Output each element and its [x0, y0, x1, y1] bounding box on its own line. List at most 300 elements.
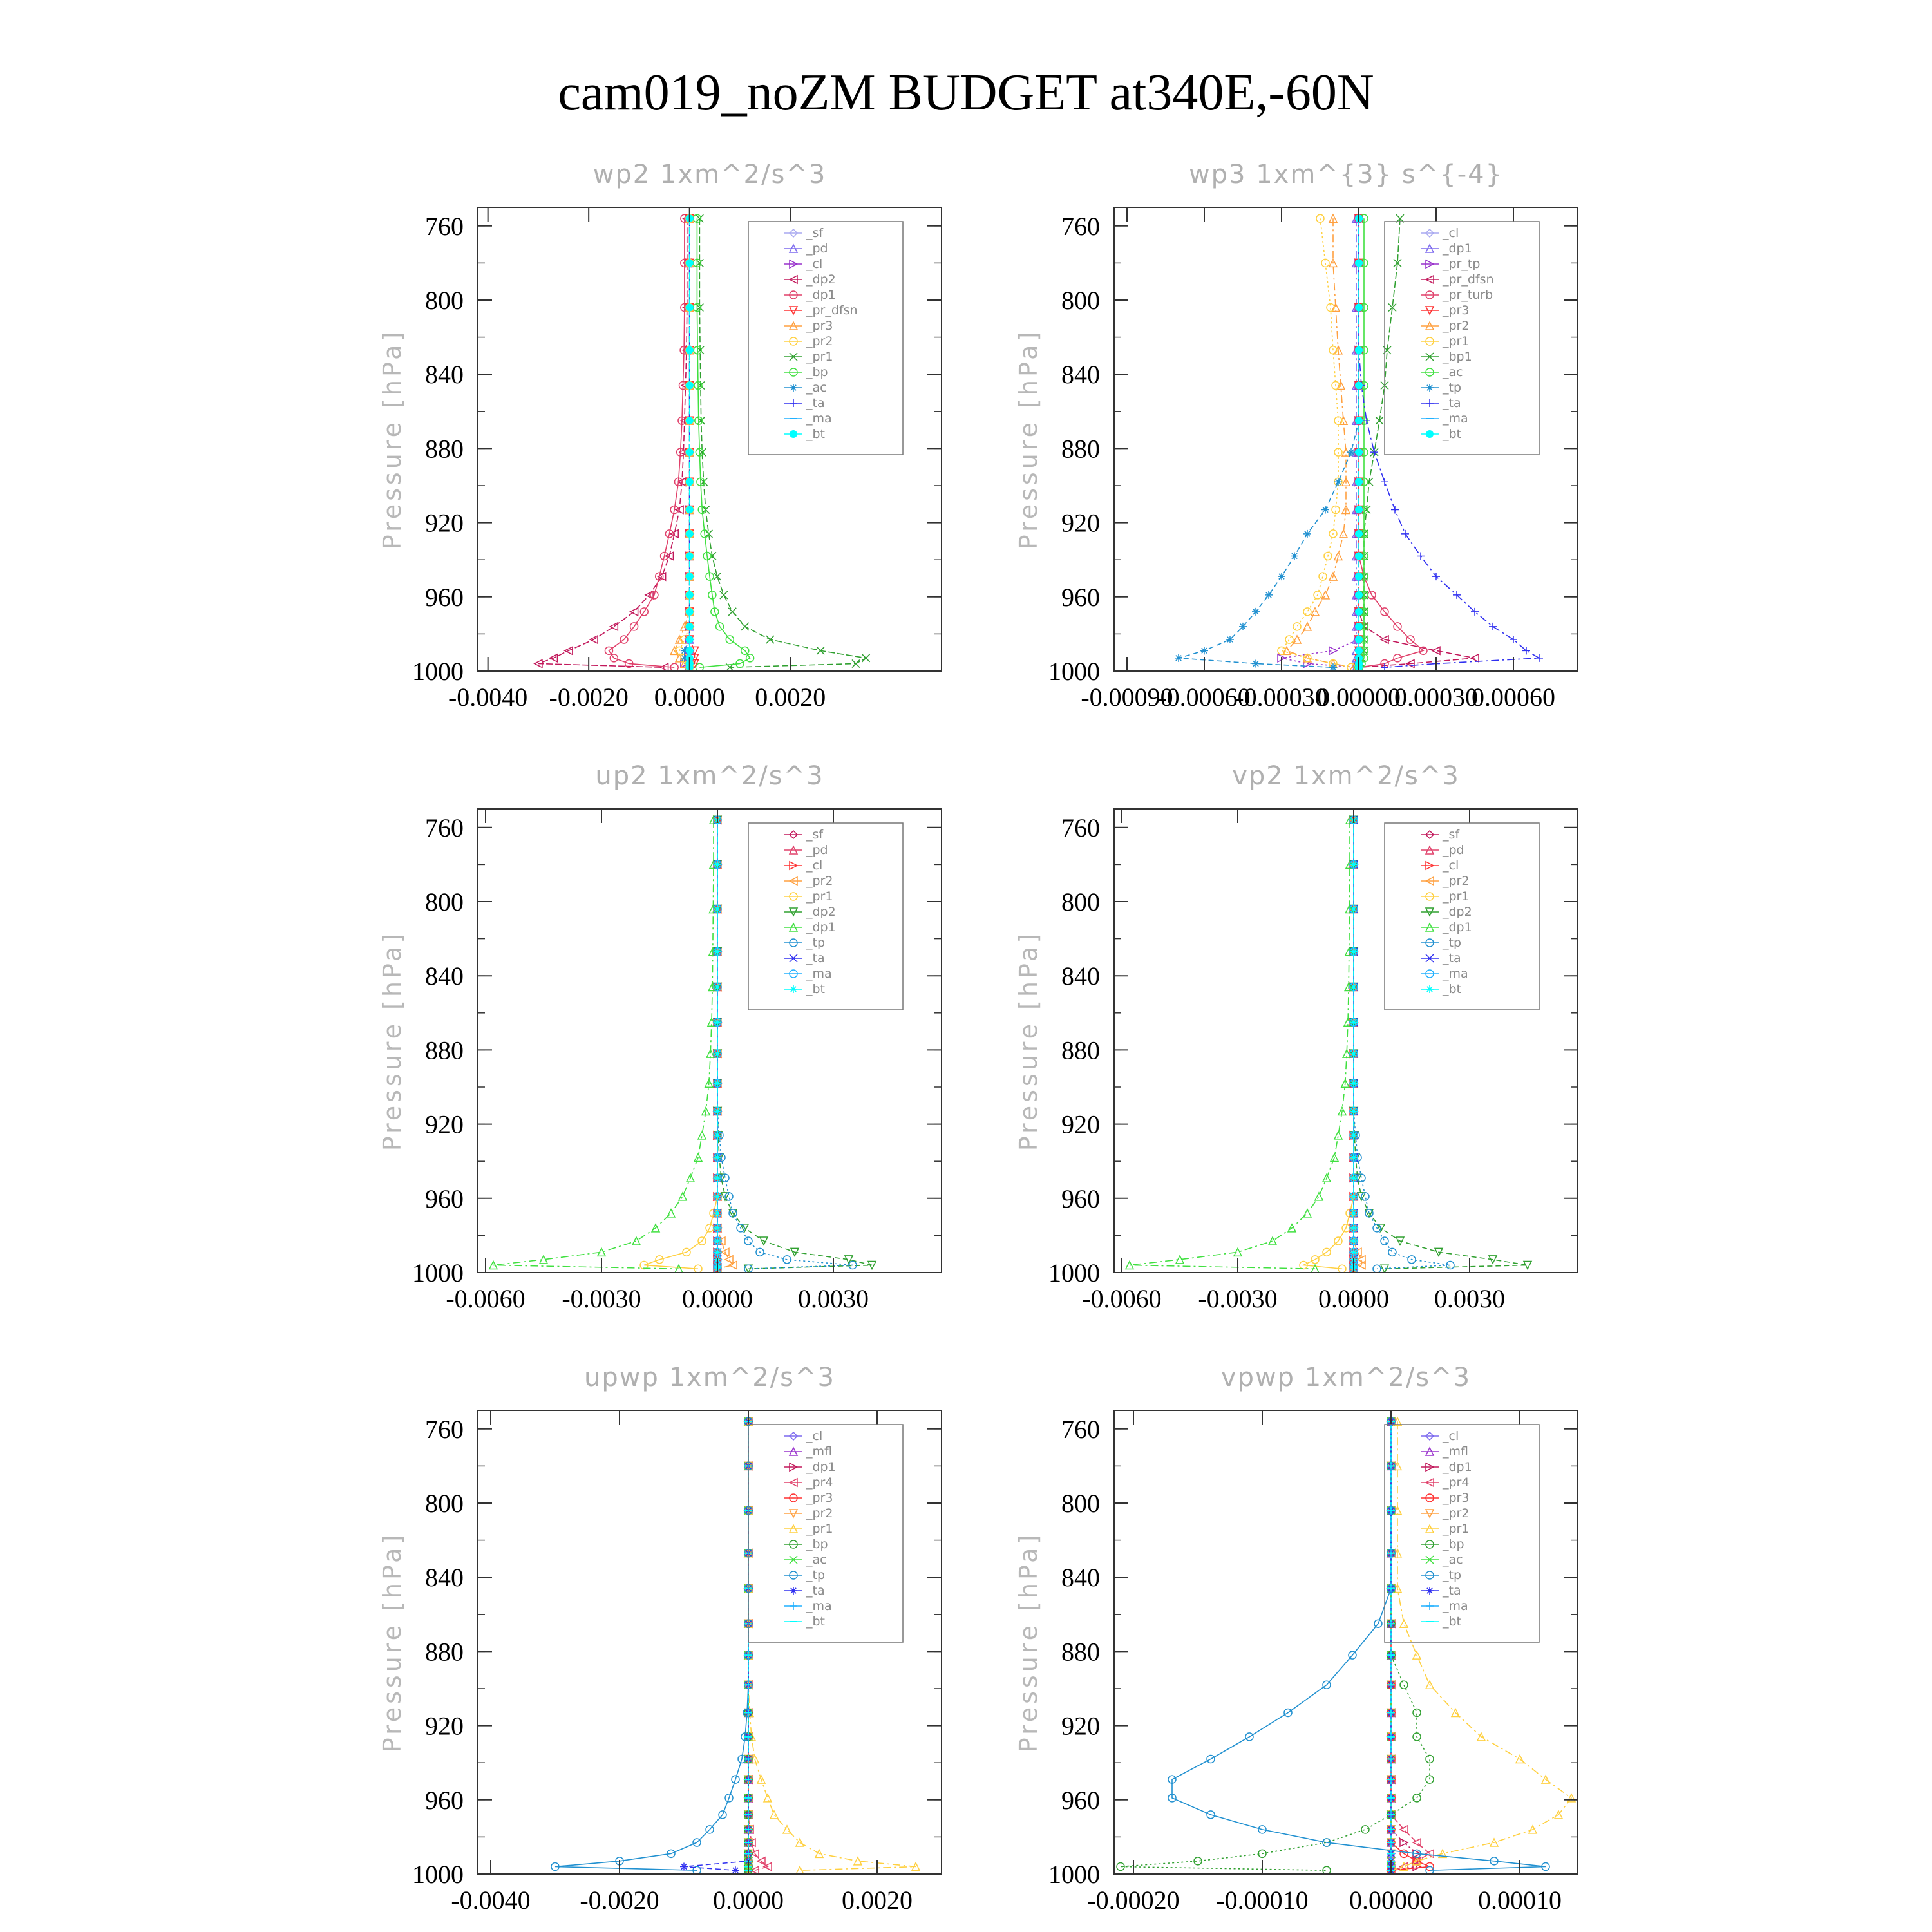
series-line-dp1	[609, 218, 684, 667]
legend-entry: _pr3	[1443, 303, 1470, 317]
series-line-pr1	[1303, 820, 1354, 1269]
legend-entry: _pr1	[806, 1522, 833, 1536]
legend-entry: _pr_tp	[1443, 257, 1481, 271]
data-point-pr1	[796, 1866, 804, 1874]
legend-entry: _dp1	[1443, 920, 1472, 934]
legend-marker	[1426, 430, 1434, 438]
y-tick-label: 880	[425, 1036, 464, 1065]
data-point-bt	[1355, 448, 1363, 456]
chart-panel	[378, 761, 942, 1313]
y-tick-label: 800	[1061, 887, 1100, 916]
data-point-pr2	[725, 1256, 733, 1264]
series-line-pr1	[1391, 1421, 1571, 1870]
data-point-dp1	[632, 1237, 640, 1245]
data-point-bt	[686, 573, 694, 580]
legend-entry: _bt	[806, 1615, 826, 1629]
y-tick-label: 840	[1061, 1563, 1100, 1593]
data-point-pr1	[741, 623, 749, 630]
data-point-bt	[714, 1209, 721, 1217]
series-line-dp2	[717, 820, 872, 1269]
y-tick-label: 920	[1061, 1711, 1100, 1741]
y-tick-label: 760	[1061, 813, 1100, 842]
legend-entry: _tp	[1443, 381, 1462, 395]
data-point-bt	[1355, 623, 1363, 630]
data-point-pr1	[720, 591, 728, 599]
legend-entry: _pr2	[1443, 874, 1470, 888]
data-point-tp	[1239, 623, 1247, 630]
data-point-bt	[1350, 1107, 1358, 1115]
y-tick-label: 760	[425, 813, 464, 842]
data-point-bt	[1355, 478, 1363, 486]
series-line-pr_tp	[1282, 218, 1359, 667]
data-point-bt	[1355, 259, 1363, 267]
data-point-ta	[1381, 478, 1388, 486]
data-point-bt	[1355, 506, 1363, 513]
y-tick-label: 960	[425, 1184, 464, 1213]
data-point-bt	[1350, 1079, 1358, 1087]
y-axis-label: Pressure [hPa]	[1014, 1531, 1043, 1753]
data-point-bt	[686, 506, 694, 513]
x-tick-label: 0.0000	[1318, 1284, 1389, 1313]
x-tick-label: 0.00030	[1394, 683, 1478, 712]
data-point-bt	[1350, 983, 1358, 990]
data-point-bt	[714, 1018, 721, 1026]
x-tick-label: -0.0020	[549, 683, 629, 712]
series-line-pr4	[1391, 1421, 1430, 1870]
data-point-bt	[1350, 1050, 1358, 1057]
data-point-pr1	[766, 636, 774, 643]
data-point-bt	[714, 983, 721, 990]
legend-entry: _pr4	[806, 1475, 833, 1490]
y-tick-label: 880	[425, 1637, 464, 1667]
x-tick-label: -0.0040	[451, 1886, 531, 1915]
data-point-pr1	[728, 608, 736, 616]
legend-marker	[1426, 384, 1434, 392]
y-tick-label: 960	[1061, 1785, 1100, 1815]
data-point-bt	[686, 623, 694, 630]
plot-frame	[478, 207, 942, 671]
data-point-bt	[686, 478, 694, 486]
x-tick-label: -0.00090	[1081, 683, 1173, 712]
legend-marker	[790, 430, 797, 438]
y-tick-label: 1000	[1048, 1258, 1100, 1287]
legend-entry: _sf	[1443, 828, 1460, 842]
data-point-tp	[725, 1193, 733, 1200]
y-tick-label: 800	[425, 1489, 464, 1518]
chart-panel	[378, 160, 942, 712]
legend-entry: _ma	[1443, 1599, 1468, 1613]
data-point-bp	[1426, 1755, 1434, 1763]
data-point-tp	[744, 1237, 752, 1245]
y-axis-label: Pressure [hPa]	[378, 1531, 406, 1753]
x-tick-label: 0.0000	[654, 683, 725, 712]
series-line-pr1	[699, 218, 866, 667]
data-point-bt	[1355, 608, 1363, 616]
legend-entry: _tp	[806, 936, 826, 950]
series-line-dp2	[538, 218, 687, 667]
data-point-tp	[1361, 1193, 1369, 1200]
legend-entry: _pr_turb	[1443, 288, 1493, 302]
legend-marker	[790, 1587, 797, 1595]
data-point-bt	[714, 1107, 721, 1115]
y-tick-label: 880	[1061, 434, 1100, 464]
series-line-bp	[1121, 1421, 1430, 1870]
data-point-bt	[686, 636, 694, 643]
legend-marker	[1426, 985, 1434, 993]
y-tick-label: 1000	[1048, 657, 1100, 686]
legend-marker	[790, 1602, 797, 1610]
legend-marker	[1426, 1602, 1434, 1610]
data-point-bt	[714, 1237, 721, 1245]
series-group	[1126, 816, 1531, 1273]
data-point-ta	[1401, 530, 1409, 538]
legend-entry: _dp1	[806, 920, 836, 934]
panel-title: upwp 1xm^2/s^3	[584, 1363, 835, 1392]
data-point-bt	[686, 417, 694, 424]
y-tick-label: 920	[425, 1711, 464, 1741]
y-tick-label: 760	[1061, 211, 1100, 241]
legend-entry: _pr4	[1443, 1475, 1470, 1490]
series-line-tp	[1179, 218, 1359, 667]
data-point-dp2	[610, 623, 618, 630]
legend-entry: _bp	[806, 365, 828, 379]
y-tick-label: 800	[425, 286, 464, 315]
data-point-bt	[1350, 1193, 1358, 1200]
y-axis-label: Pressure [hPa]	[378, 930, 406, 1151]
data-point-pr2	[1311, 608, 1319, 616]
legend-entry: _dp2	[806, 272, 836, 287]
data-point-tp	[1291, 552, 1298, 560]
data-point-tp	[1358, 1174, 1365, 1182]
data-point-bt	[686, 346, 694, 354]
data-point-bt	[1355, 530, 1363, 538]
data-point-ta	[1417, 552, 1425, 560]
data-point-pr1	[770, 1811, 778, 1819]
series-line-pr2	[717, 820, 733, 1269]
legend-entry: _pr2	[1443, 1506, 1470, 1520]
plot-frame	[1114, 809, 1578, 1273]
y-tick-label: 920	[1061, 1110, 1100, 1139]
data-point-tp	[1265, 591, 1273, 599]
x-tick-label: 0.0000	[713, 1886, 784, 1915]
x-tick-label: -0.00060	[1158, 683, 1251, 712]
legend-entry: _bp	[1443, 1537, 1464, 1551]
series-line-pr1	[644, 820, 717, 1269]
series-line-pr_turb	[1359, 218, 1423, 667]
y-axis-label: Pressure [hPa]	[1014, 328, 1043, 550]
legend-entry: _cl	[806, 858, 823, 873]
data-point-bt	[1350, 1018, 1358, 1026]
x-tick-label: -0.00030	[1235, 683, 1328, 712]
data-point-pr1	[1303, 608, 1311, 616]
legend-entry: _sf	[806, 828, 824, 842]
data-point-ta	[1391, 506, 1399, 513]
figure-title: cam019_noZM BUDGET at340E,-60N	[558, 64, 1374, 121]
data-point-dp1	[679, 1193, 687, 1200]
data-point-bt	[686, 552, 694, 560]
legend-entry: _dp1	[806, 288, 836, 302]
y-tick-label: 920	[425, 1110, 464, 1139]
panel-title: vpwp 1xm^2/s^3	[1220, 1363, 1472, 1392]
y-tick-label: 920	[425, 508, 464, 538]
y-axis-label: Pressure [hPa]	[378, 328, 406, 550]
x-tick-label: 0.00000	[1349, 1886, 1433, 1915]
panel-title: wp2 1xm^2/s^3	[592, 160, 827, 189]
x-tick-label: 0.00060	[1472, 683, 1555, 712]
data-point-bt	[714, 1132, 721, 1139]
y-tick-label: 760	[425, 211, 464, 241]
y-tick-label: 880	[425, 434, 464, 464]
data-point-bt	[686, 647, 694, 654]
data-point-bt	[714, 1153, 721, 1161]
panel-title: wp3 1xm^{3} s^{-4}	[1188, 160, 1504, 189]
data-point-tp	[1388, 1248, 1396, 1256]
data-point-bt	[714, 1224, 721, 1232]
legend-entry: _ma	[806, 967, 832, 981]
x-tick-label: -0.0030	[562, 1284, 641, 1313]
data-point-bt	[1350, 1209, 1358, 1217]
series-group	[551, 1417, 920, 1874]
y-tick-label: 1000	[412, 657, 464, 686]
legend-entry: _pr1	[1443, 889, 1470, 904]
data-point-pr1	[714, 573, 721, 580]
legend-entry: _pd	[806, 242, 828, 256]
data-point-ta	[732, 1866, 739, 1874]
legend-entry: _pr3	[806, 319, 833, 333]
legend-entry: _ma	[806, 412, 832, 426]
data-point-ta	[1535, 654, 1543, 662]
legend-entry: _tp	[1443, 936, 1462, 950]
y-axis-label: Pressure [hPa]	[1014, 930, 1043, 1151]
data-point-bt	[1350, 1132, 1358, 1139]
data-point-tp	[1381, 1237, 1388, 1245]
data-point-bt	[1350, 1174, 1358, 1182]
y-tick-label: 960	[1061, 1184, 1100, 1213]
y-tick-label: 880	[1061, 1637, 1100, 1667]
data-point-pr1	[1285, 636, 1293, 643]
data-point-bt	[686, 608, 694, 616]
legend-entry: _pr1	[806, 350, 833, 364]
legend-entry: _ac	[1443, 365, 1463, 379]
data-point-bt	[686, 448, 694, 456]
legend-entry: _ta	[806, 1584, 825, 1598]
x-tick-label: 0.0030	[1434, 1284, 1505, 1313]
data-point-tp	[1321, 506, 1329, 513]
y-tick-label: 960	[1061, 582, 1100, 612]
data-point-pr1	[1319, 573, 1327, 580]
legend-marker	[790, 985, 797, 993]
data-point-ta	[1381, 663, 1388, 671]
data-point-bt	[1350, 948, 1358, 956]
data-point-pr1	[764, 1794, 772, 1802]
legend-entry: _dp1	[1443, 1460, 1472, 1474]
legend-entry: _mfl	[806, 1444, 832, 1459]
x-tick-label: 0.0020	[755, 683, 826, 712]
legend-entry: _tp	[806, 1568, 826, 1582]
data-point-ta	[1432, 573, 1440, 580]
legend-entry: _dp1	[806, 1460, 836, 1474]
data-point-ta	[680, 1862, 688, 1870]
y-tick-label: 960	[425, 582, 464, 612]
y-tick-label: 1000	[1048, 1860, 1100, 1889]
legend-entry: _pr1	[806, 889, 833, 904]
y-tick-label: 1000	[412, 1860, 464, 1889]
legend-entry: _pr2	[806, 334, 833, 348]
series-group	[1117, 1417, 1575, 1874]
series-line-pr_dfsn	[690, 218, 695, 667]
data-point-bt	[686, 304, 694, 312]
x-tick-label: 0.0000	[682, 1284, 753, 1313]
data-point-bt	[686, 259, 694, 267]
plot-frame	[1114, 207, 1578, 671]
series-line-bp1	[1359, 218, 1400, 667]
data-point-bt	[1350, 860, 1358, 868]
x-tick-label: -0.0040	[448, 683, 528, 712]
data-point-tp	[1329, 663, 1337, 671]
legend-marker	[790, 399, 797, 407]
x-tick-label: -0.00010	[1216, 1886, 1309, 1915]
legend-entry: _ac	[806, 1553, 827, 1567]
plot-frame	[478, 809, 942, 1273]
data-point-bt	[686, 530, 694, 538]
data-point-tp	[1200, 647, 1208, 654]
series-line-tp	[1354, 820, 1450, 1269]
legend-entry: _cl	[1443, 1429, 1459, 1443]
legend-entry: _cl	[806, 1429, 823, 1443]
legend-entry: _bp	[806, 1537, 828, 1551]
y-tick-label: 840	[425, 961, 464, 991]
data-point-bt	[714, 1050, 721, 1057]
data-point-bt	[1355, 636, 1363, 643]
data-point-tp	[1347, 448, 1355, 456]
legend-entry: _ta	[1443, 951, 1461, 965]
y-tick-label: 1000	[412, 1258, 464, 1287]
legend-entry: _ac	[806, 381, 827, 395]
legend-entry: _pr2	[1443, 319, 1470, 333]
data-point-tp	[1252, 608, 1260, 616]
legend-entry: _dp2	[806, 905, 836, 919]
legend-entry: _bt	[1443, 427, 1462, 441]
legend-entry: _ma	[1443, 967, 1468, 981]
data-point-bt	[714, 1248, 721, 1256]
data-point-bt	[1355, 573, 1363, 580]
legend-entry: _cl	[1443, 858, 1459, 873]
legend-entry: _pr_dfsn	[1443, 272, 1494, 287]
data-point-bt	[714, 1193, 721, 1200]
data-point-bt	[1355, 647, 1363, 654]
data-point-tp	[1252, 659, 1260, 667]
y-tick-label: 920	[1061, 508, 1100, 538]
data-point-pr1	[854, 1857, 862, 1865]
legend-entry: _pr1	[1443, 1522, 1470, 1536]
data-point-pr1	[852, 659, 860, 667]
data-point-bt	[1355, 381, 1363, 389]
legend-entry: _mfl	[1443, 1444, 1468, 1459]
legend-entry: _pd	[1443, 843, 1464, 857]
data-point-bt	[714, 1079, 721, 1087]
data-point-tp	[1278, 573, 1285, 580]
x-tick-label: 0.0030	[798, 1284, 869, 1313]
data-point-bt	[714, 905, 721, 913]
series-line-tp	[555, 1421, 748, 1870]
y-tick-label: 840	[1061, 961, 1100, 991]
legend-entry: _ma	[806, 1599, 832, 1613]
series-line-dp1	[1130, 820, 1350, 1269]
legend-entry: _ta	[806, 396, 825, 410]
data-point-bt	[1355, 304, 1363, 312]
x-tick-label: 0.0020	[842, 1886, 913, 1915]
legend-entry: _bt	[1443, 982, 1462, 996]
y-tick-label: 840	[425, 1563, 464, 1593]
legend-entry: _dp2	[1443, 905, 1472, 919]
data-point-bt	[1350, 905, 1358, 913]
y-tick-label: 840	[1061, 360, 1100, 390]
legend-entry: _cl	[1443, 226, 1459, 240]
legend-entry: _pr_dfsn	[806, 303, 858, 317]
legend-entry: _pr3	[1443, 1491, 1470, 1505]
data-point-bt	[1355, 346, 1363, 354]
data-point-tp	[1303, 530, 1311, 538]
series-line-tp	[1172, 1421, 1546, 1870]
legend-marker	[1426, 1587, 1434, 1595]
panel-title: vp2 1xm^2/s^3	[1232, 761, 1460, 791]
series-line-pr1	[1282, 218, 1351, 667]
data-point-bt	[1350, 1224, 1358, 1232]
x-tick-label: -0.00020	[1087, 1886, 1180, 1915]
chart-panel	[1014, 1363, 1578, 1915]
legend-entry: _ta	[806, 951, 825, 965]
y-tick-label: 880	[1061, 1036, 1100, 1065]
data-point-bt	[686, 381, 694, 389]
legend-entry: _sf	[806, 226, 824, 240]
data-point-bt	[686, 591, 694, 599]
series-line-ac	[1359, 218, 1364, 667]
data-point-tp	[1334, 478, 1342, 486]
y-tick-label: 760	[1061, 1414, 1100, 1444]
legend-entry: _ta	[1443, 1584, 1461, 1598]
x-tick-label: 0.00010	[1478, 1886, 1562, 1915]
legend-marker	[1426, 399, 1434, 407]
series-line-pr3	[1391, 1421, 1430, 1870]
data-point-tp	[1175, 654, 1182, 662]
legend-entry: _cl	[806, 257, 823, 271]
data-point-dp1	[1269, 1237, 1276, 1245]
series-line-dp1	[493, 820, 714, 1269]
data-point-bt	[1355, 417, 1363, 424]
chart-panel	[1014, 761, 1578, 1313]
legend-entry: _tp	[1443, 1568, 1462, 1582]
y-tick-label: 840	[425, 360, 464, 390]
legend-entry: _pr2	[806, 1506, 833, 1520]
y-tick-label: 800	[1061, 286, 1100, 315]
x-tick-label: -0.0030	[1198, 1284, 1278, 1313]
chart-panel	[1014, 160, 1578, 712]
y-tick-label: 800	[1061, 1489, 1100, 1518]
legend-entry: _bp1	[1443, 350, 1472, 364]
y-tick-label: 800	[425, 887, 464, 916]
series-line-pr2	[1354, 820, 1361, 1269]
series-line-pr2	[1287, 218, 1354, 667]
legend-entry: _pd	[806, 843, 828, 857]
data-point-bt	[714, 860, 721, 868]
data-point-pr2	[1321, 591, 1329, 599]
x-tick-label: -0.0060	[1082, 1284, 1162, 1313]
data-point-bt	[714, 1174, 721, 1182]
chart-panel	[378, 1363, 942, 1915]
data-point-pr1	[1293, 623, 1301, 630]
legend-entry: _pr3	[806, 1491, 833, 1505]
series-line-pr4	[748, 1421, 768, 1870]
